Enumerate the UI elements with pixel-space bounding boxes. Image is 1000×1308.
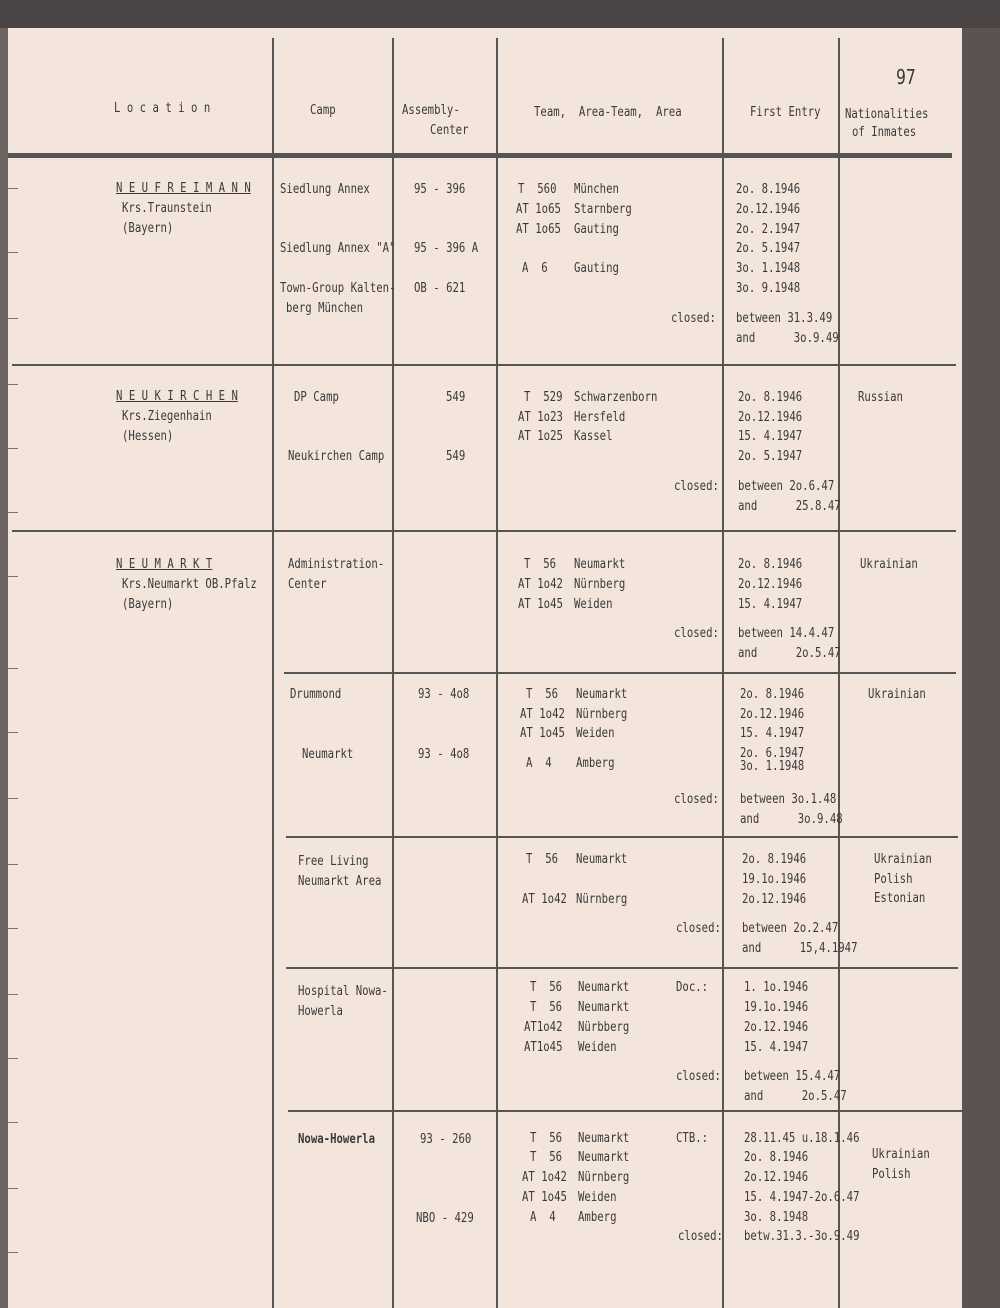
team-code: AT 1o42: [518, 577, 563, 592]
entry-date: 2o. 5.1947: [738, 449, 803, 464]
col-rule-4: [722, 38, 724, 1308]
closed-between: between 2o.2.47: [742, 921, 839, 936]
team-place: Neumarkt: [578, 980, 630, 995]
closed-label: closed:: [676, 1069, 721, 1084]
location-state: (Bayern): [122, 597, 174, 612]
closed-and: and 3o.9.49: [736, 331, 839, 346]
location-name: N E U K I R C H E N: [116, 389, 238, 404]
ctb-label: CTB.:: [676, 1131, 709, 1146]
doc-label: Doc.:: [676, 980, 709, 995]
header-nationalities-1: Nationalities: [845, 107, 929, 122]
nationality: Russian: [858, 390, 903, 405]
header-assembly-1: Assembly-: [402, 103, 460, 118]
team-code: T 56: [526, 687, 559, 702]
team-place: München: [574, 182, 619, 197]
closed-between: between 15.4.47: [744, 1069, 841, 1084]
team-place: Weiden: [576, 726, 615, 741]
camp-name: Siedlung Annex: [280, 182, 370, 197]
team-code: AT 1o42: [520, 707, 565, 722]
team-place: Hersfeld: [574, 410, 626, 425]
closed-and: and 25.8.47: [738, 499, 841, 514]
row-rule-6: [288, 1110, 962, 1112]
team-place: Nürnberg: [574, 577, 626, 592]
col-rule-2: [392, 38, 394, 1308]
closed-label: closed:: [678, 1229, 723, 1244]
entry-date: 2o.12.1946: [744, 1020, 809, 1035]
team-code: T 529: [524, 390, 563, 405]
entry-date: 2o. 2.1947: [736, 222, 801, 237]
team-place: Nürnberg: [576, 707, 628, 722]
team-place: Neumarkt: [578, 1000, 630, 1015]
team-place: Gauting: [574, 222, 619, 237]
location-district: Krs.Neumarkt OB.Pfalz: [122, 577, 257, 592]
closed-label: closed:: [674, 792, 719, 807]
closed-and: and 3o.9.48: [740, 812, 843, 827]
team-code: T 56: [530, 1000, 563, 1015]
camp-name: Siedlung Annex "A": [280, 241, 396, 256]
team-code: AT 1o45: [520, 726, 565, 741]
row-rule-3: [284, 672, 956, 674]
header-team: Team, Area-Team, Area: [534, 105, 682, 120]
team-place: Amberg: [576, 756, 615, 771]
team-code: AT 1o23: [518, 410, 563, 425]
team-code: T 56: [524, 557, 557, 572]
team-code: AT 1o42: [522, 892, 567, 907]
camp-name: DP Camp: [294, 390, 339, 405]
entry-date: 2o. 8.1946: [738, 390, 803, 405]
entry-date: 2o. 5.1947: [736, 241, 801, 256]
location-name: N E U M A R K T: [116, 557, 213, 572]
nationality: Estonian: [874, 891, 926, 906]
closed-between: between 3o.1.48: [740, 792, 837, 807]
nationality: Ukrainian: [860, 557, 918, 572]
team-code: A 6: [522, 261, 548, 276]
camp-name: Neukirchen Camp: [288, 449, 385, 464]
row-rule-1: [12, 364, 956, 366]
closed-and: and 2o.5.47: [744, 1089, 847, 1104]
team-place: Nürbberg: [578, 1020, 630, 1035]
team-place: Neumarkt: [576, 852, 628, 867]
nationality: Ukrainian: [872, 1147, 930, 1162]
team-place: Starnberg: [574, 202, 632, 217]
nationality: Ukrainian: [868, 687, 926, 702]
team-place: Neumarkt: [578, 1131, 630, 1146]
closed-between: between 31.3.49: [736, 311, 833, 326]
entry-date: 2o. 6.1947: [740, 746, 805, 761]
team-place: Nürnberg: [578, 1170, 630, 1185]
entry-date: 3o. 1.1948: [740, 759, 805, 774]
document-page: [8, 28, 962, 1308]
team-code: T 560: [518, 182, 557, 197]
camp-name: Howerla: [298, 1004, 343, 1019]
entry-date: 2o. 8.1946: [744, 1150, 809, 1165]
closed-between: betw.31.3.-3o.9.49: [744, 1229, 860, 1244]
team-code: T 56: [530, 980, 563, 995]
entry-date: 2o.12.1946: [738, 577, 803, 592]
entry-date: 2o.12.1946: [744, 1170, 809, 1185]
entry-date: 28.11.45 u.18.1.46: [744, 1131, 860, 1146]
assembly-center: 549: [446, 449, 466, 464]
entry-date: 2o. 8.1946: [738, 557, 803, 572]
team-place: Gauting: [574, 261, 619, 276]
entry-date: 3o. 8.1948: [744, 1210, 809, 1225]
col-rule-5: [838, 38, 840, 1308]
team-place: Schwarzenborn: [574, 390, 658, 405]
camp-name: Nowa-Howerla: [298, 1132, 376, 1147]
team-place: Neumarkt: [576, 687, 628, 702]
team-place: Weiden: [578, 1040, 617, 1055]
entry-date: 15. 4.1947: [738, 597, 803, 612]
team-code: T 56: [526, 852, 559, 867]
entry-date: 3o. 1.1948: [736, 261, 801, 276]
entry-date: 15. 4.1947: [738, 429, 803, 444]
team-place: Nürnberg: [576, 892, 628, 907]
team-place: Neumarkt: [578, 1150, 630, 1165]
closed-and: and 2o.5.47: [738, 646, 841, 661]
camp-name: Hospital Nowa-: [298, 984, 388, 999]
team-code: T 56: [530, 1150, 563, 1165]
location-district: Krs.Ziegenhain: [122, 409, 212, 424]
nationality: Polish: [872, 1167, 911, 1182]
nationality: Polish: [874, 872, 913, 887]
entry-date: 19.1o.1946: [744, 1000, 809, 1015]
camp-name: Center: [288, 577, 327, 592]
entry-date: 15. 4.1947: [740, 726, 805, 741]
page-number: 97: [896, 65, 916, 89]
assembly-center: 93 - 260: [420, 1132, 472, 1147]
header-rule: [8, 153, 952, 158]
team-place: Kassel: [574, 429, 613, 444]
row-rule-5: [286, 967, 958, 969]
assembly-center: 95 - 396: [414, 182, 466, 197]
closed-and: and 15,4.1947: [742, 941, 858, 956]
team-code: A 4: [530, 1210, 556, 1225]
location-state: (Hessen): [122, 429, 174, 444]
closed-label: closed:: [676, 921, 721, 936]
assembly-center: 93 - 4o8: [418, 687, 470, 702]
entry-date: 15. 4.1947: [744, 1040, 809, 1055]
camp-name: Free Living: [298, 854, 369, 869]
team-place: Weiden: [574, 597, 613, 612]
row-rule-4: [286, 836, 958, 838]
team-place: Neumarkt: [574, 557, 626, 572]
location-name: N E U F R E I M A N N: [116, 181, 251, 196]
entry-date: 2o.12.1946: [738, 410, 803, 425]
team-place: Amberg: [578, 1210, 617, 1225]
page-edge: [962, 28, 1000, 1308]
team-code: AT 1o65: [516, 222, 561, 237]
closed-label: closed:: [674, 479, 719, 494]
closed-label: closed:: [674, 626, 719, 641]
team-code: AT 1o65: [516, 202, 561, 217]
camp-name: berg München: [286, 301, 364, 316]
entry-date: 3o. 9.1948: [736, 281, 801, 296]
team-code: AT 1o42: [522, 1170, 567, 1185]
closed-label: closed:: [671, 311, 716, 326]
assembly-center: OB - 621: [414, 281, 466, 296]
team-code: A 4: [526, 756, 552, 771]
entry-date: 2o.12.1946: [736, 202, 801, 217]
header-location: L o c a t i o n: [114, 101, 211, 116]
header-assembly-2: Center: [430, 123, 469, 138]
page-binding: [0, 28, 8, 1308]
entry-date: 2o. 8.1946: [736, 182, 801, 197]
header-first-entry: First Entry: [750, 105, 821, 120]
entry-date: 19.1o.1946: [742, 872, 807, 887]
row-rule-2: [12, 530, 956, 532]
camp-name: Town-Group Kalten-: [280, 281, 396, 296]
closed-between: between 14.4.47: [738, 626, 835, 641]
team-code: T 56: [530, 1131, 563, 1146]
closed-between: between 2o.6.47: [738, 479, 835, 494]
nationality: Ukrainian: [874, 852, 932, 867]
entry-date: 2o. 8.1946: [742, 852, 807, 867]
team-code: AT 1o25: [518, 429, 563, 444]
header-nationalities-2: of Inmates: [852, 125, 917, 140]
entry-date: 1. 1o.1946: [744, 980, 809, 995]
entry-date: 2o. 8.1946: [740, 687, 805, 702]
col-rule-3: [496, 38, 498, 1308]
camp-name: Drummond: [290, 687, 342, 702]
camp-name: Neumarkt Area: [298, 874, 382, 889]
entry-date: 2o.12.1946: [742, 892, 807, 907]
entry-date: 2o.12.1946: [740, 707, 805, 722]
team-place: Weiden: [578, 1190, 617, 1205]
team-code: AT 1o45: [522, 1190, 567, 1205]
header-camp: Camp: [310, 103, 336, 118]
camp-name: Administration-: [288, 557, 385, 572]
team-code: AT 1o45: [518, 597, 563, 612]
assembly-center: 95 - 396 A: [414, 241, 479, 256]
assembly-center: 549: [446, 390, 466, 405]
assembly-center: 93 - 4o8: [418, 747, 470, 762]
team-code: AT1o45: [524, 1040, 563, 1055]
team-code: AT1o42: [524, 1020, 563, 1035]
location-district: Krs.Traunstein: [122, 201, 212, 216]
location-state: (Bayern): [122, 221, 174, 236]
assembly-center: NBO - 429: [416, 1211, 474, 1226]
entry-date: 15. 4.1947-2o.6.47: [744, 1190, 860, 1205]
camp-name: Neumarkt: [302, 747, 354, 762]
col-rule-1: [272, 38, 274, 1308]
